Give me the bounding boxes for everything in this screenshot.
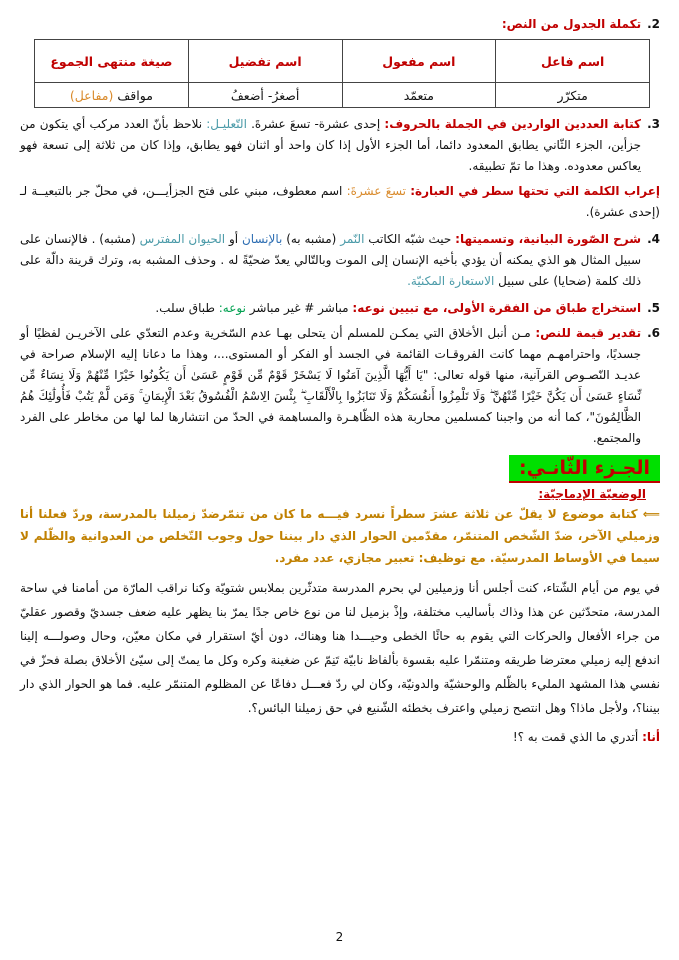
arrow-icon: ⟸ [642, 507, 660, 521]
table-cell: متعمّد [342, 83, 496, 108]
derivatives-table [34, 39, 650, 108]
irab-word: تسعَ عشرةَ: [346, 184, 407, 198]
question-title: كتابة العددين الواردين في الجملة بالحروف: [384, 117, 642, 131]
question-number: 4. [647, 232, 660, 246]
answer-text: نلاحظ بأنّ العدد مركب أي يتكون من جزأين، الجزء الثّاني يطابق المعدود دائما، أما الجزء الأول إذا كان واحد أو اثنان فهو يطابق، وإذا كان من ثلاثة إلى تسعة فهو يعاكس معدوده. وهذا ما تمّ تطبيقه. [20, 117, 642, 173]
question-title: تكملة الجدول من النص: [501, 17, 642, 31]
answer-text: إحدى عشرة- تسعَ عشرةَ. [251, 117, 381, 131]
answer-text: (مشبه به) [286, 232, 337, 246]
answer-term: الاستعارة المكنيّة. [407, 274, 495, 288]
question-3 [20, 114, 660, 177]
answer-term: الحيوان المفترس [139, 232, 226, 246]
dialogue-line [20, 730, 660, 744]
table-cell: أصغرُ- أضعفُ [188, 83, 342, 108]
question-number: 2. [647, 17, 660, 31]
quran-verse: "يَا أَيُّهَا الَّذِينَ آمَنُوا لَا يَسْخَرْ قَوْمٌ مِّن قَوْمٍ عَسَىٰ أَن يَكُونُوا خَيْرًا مِّنْهُمْ وَلَا نِسَاءٌ مِّن نِّسَاءٍ عَسَىٰ أَن يَكُنَّ خَيْرًا مِّنْهُنَّ ۖ وَلَا تَلْمِزُوا أَنفُسَكُمْ وَلَا تَنَابَزُوا بِالْأَلْقَابِ ۖ بِئْسَ الِاسْمُ الْفُسُوقُ بَعْدَ الْإِيمَانِ ۚ وَمَن لَّمْ يَتُبْ فَأُولَٰئِكَ هُمُ الظَّالِمُونَ" [20, 368, 642, 424]
cell-paren: (مفاعل) [69, 87, 114, 103]
speaker-label: أنا: [642, 729, 660, 744]
question-2 [20, 14, 660, 35]
answer-text: حيث شبّه الكاتب [368, 232, 452, 246]
question-title: شرح الصّورة البيانية، وتسميتها: [455, 232, 642, 246]
question-title: استخراج طباق من الفقرة الأولى، مع تبيين نوعه: [352, 301, 642, 315]
type-label: نوعه: [218, 301, 246, 315]
answer-text: مباشر # غير مباشر [249, 301, 349, 315]
dialogue-text: أتدري ما الذي قمت به ؟! [512, 729, 639, 744]
question-number: 6. [647, 326, 660, 340]
cell-main: مواقف [117, 87, 153, 103]
table-row [35, 83, 650, 108]
integration-subheading: الوضعيّة الإدماجيّة: [538, 487, 646, 501]
answer-text: أو [228, 232, 239, 246]
answer-term: بالإنسان [241, 232, 283, 246]
answer-text: طباق سلب. [155, 301, 215, 315]
table-header: اسم مفعول [342, 40, 496, 83]
question-6 [20, 323, 660, 449]
irab-title: إعراب الكلمة التي تحتها سطر في العبارة: [410, 184, 661, 198]
question-number: 5. [647, 301, 660, 315]
question-title: تقدير قيمة للنص: [535, 326, 642, 340]
question-4 [20, 229, 660, 292]
table-cell [35, 83, 189, 108]
answer-text: مـن أنبل الأخلاق التي يمكـن للمسلم أن يتحلى بهـا عدم السّخرية وعدم التعدّي على الآخريـن لفظيًا أو جسديًا، واحترامهـم مهما كانت الفروقـات القائمة في الجسد أو الفكر أو المستوى...، وهذا ما دعانا إليه الإسلام صراحة في عديـد النّصـوص القرآنية، منها قوله تعالى: [20, 326, 642, 382]
irab-text: اسم معطوف، مبني على فتح الجزأيـــن، في محلّ جر بالتبعيــة لـ (إحدى عشرة). [20, 184, 660, 219]
question-number: 3. [647, 117, 660, 131]
answer-term: النّمر [340, 232, 365, 246]
ta3lil-label: التّعليـل: [206, 117, 247, 131]
task-text: كتابة موضوع لا يقلّ عن ثلاثة عشرَ سطراً نسرد فيـــه ما كان من تنمّرضدّ زميلنا بالمدرسة، وردّ فعلنا أنا وزميلي الآخر، ضدّ الشّخص المتنمّر، مقدّمين الحوار الذي دار بيننا حول وجوب التّخلص من العدوانية والظّلم لا سيما في الأوساط المدرسيّة. مع توظيف: تعبير مجازي، عدد مفرد. [20, 507, 660, 566]
essay-body: في يوم من أيام الشّتاء، كنت أجلس أنا وزميلين لي بحرم المدرسة متدثّرين بملابس شتويّة وكنا نراقب المارّة من أمامنا في ساحة المدرسة، متحدّثين عن هذا وذاك بأساليب مختلفة، وإذْ بزميل لنا من نوع خاص جدًا يمرّ بنا يظهر عليه ضعف جسديّ وقصور عقليّ من جراء الأفعال والحركات التي يقوم به حائًا الخطى وحيـــدا هنا وهناك، دون أيّ استقرار في مكان معيّن، وحال وصولـــه إلينا اندفع إليه زميلي معترضا طريقه ومتنمّرا عليه بقسوة بألفاظ نابيّة تَنِمّ عن ضغينة وكره وكل ما يمتّ إلى سيّئ الأخلاق بصلة فحزّ في نفسي هذا المشهد المليء بالظّلم والوحشيّة والدونيّة، وكان لي ردّ فعـــل دفاعًا عن المظلوم المتنمّر عليه. فما هو الحوار الذي دار بيننا؟، ولأجل ماذا؟ وهل انتصح زميلي واعترف بخطئه الشّنيع في حق زميلنا البائس؟. [20, 580, 660, 715]
table-header: صيغة منتهى الجموع [35, 40, 189, 83]
table-header: اسم تفضيل [188, 40, 342, 83]
table-header: اسم فاعل [496, 40, 650, 83]
part-two [20, 449, 660, 744]
worksheet-page [20, 14, 660, 744]
answer-text: (مشبه) . فالإنسان على سبيل المثال هو الذي يمكنه أن يؤدي بأخيه الإنسان إلى الموت وبالتّالي يعدّ ضحيّةً له . وحذف المشبه به، وترك قرينة دالّة على ذلك كلمة (ضحايا) على سبيل [20, 232, 642, 288]
part-two-heading: الجـزء الثّانـي: [509, 455, 660, 483]
answer-text: ، كما أنه من واجبنا كمسلمين محاربة هذه الظّاهـرة والمساهمة في الحدّ من انتشارها لما لها من مخاطر على الفرد والمجتمع. [20, 410, 642, 445]
irab-section [20, 181, 660, 223]
writing-task [20, 503, 660, 570]
question-5 [20, 298, 660, 319]
table-cell: متكرّر [496, 83, 650, 108]
page-number: 2 [335, 930, 344, 944]
table-header-row [35, 40, 650, 83]
